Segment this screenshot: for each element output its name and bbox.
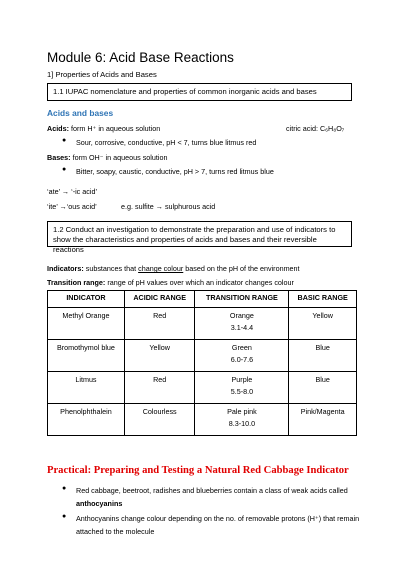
table-row [48, 404, 357, 436]
basic-cell: Blue [289, 340, 357, 372]
acids-bases-heading: Acids and bases [47, 108, 114, 118]
practical-bullet-2-line-1: Anthocyanins change colour depending on the no. of removable protons (H⁺) that remain [76, 514, 360, 523]
indicator-cell: Litmus [48, 372, 125, 404]
indicators-desc-pre: substances that [85, 264, 137, 273]
bases-label: Bases: [47, 153, 71, 162]
table-header: BASIC RANGE [289, 291, 357, 308]
table-header: TRANSITION RANGE [195, 291, 289, 308]
citric-acid-note: citric acid: C₆H₈O₇ [286, 124, 345, 133]
bullet-icon: ● [62, 485, 67, 492]
practical-heading: Practical: Preparing and Testing a Natural Red Cabbage Indicator [47, 465, 349, 476]
practical-bullet-1-line-2: anthocyanins [76, 499, 123, 508]
transition-desc: range of pH values over which an indicator changes colour [107, 278, 294, 287]
transition-cell [195, 372, 289, 404]
transition-cell [195, 340, 289, 372]
table-row [48, 308, 357, 340]
bases-bullet: Bitter, soapy, caustic, conductive, pH > 7, turns red litmus blue [76, 167, 274, 176]
syllabus-box-1-1-text: 1.1 IUPAC nomenclature and properties of common inorganic acids and bases [53, 87, 317, 96]
bullet-icon: ● [62, 137, 67, 144]
bases-line [47, 153, 167, 162]
bases-desc: form OH⁻ in aqueous solution [72, 153, 168, 162]
indicator-table [47, 290, 357, 436]
naming-example: e.g. sulfite → sulphurous acid [121, 202, 216, 211]
acids-bullet: Sour, corrosive, conductive, pH < 7, turns blue litmus red [76, 138, 257, 147]
acidic-cell: Red [124, 308, 195, 340]
indicator-cell: Methyl Orange [48, 308, 125, 340]
transition-label: Transition range: [47, 278, 106, 287]
indicators-desc-post: based on the pH of the environment [185, 264, 300, 273]
transition-range: 3.1-4.4 [230, 323, 254, 332]
table-row [48, 372, 357, 404]
transition-range: 5.5-8.0 [230, 387, 254, 396]
acids-label: Acids: [47, 124, 69, 133]
table-header-row [48, 291, 357, 308]
acidic-cell: Red [124, 372, 195, 404]
indicator-cell: Phenolphthalein [48, 404, 125, 436]
syllabus-box-1-1 [47, 83, 352, 101]
acids-desc: form H⁺ in aqueous solution [70, 124, 161, 133]
transition-colour: Purple [231, 375, 253, 384]
transition-cell [195, 404, 289, 436]
basic-cell: Yellow [289, 308, 357, 340]
acids-line [47, 124, 160, 133]
naming-ite: ‘ite’ →‘ous acid’ [47, 202, 97, 211]
transition-range: 8.3-10.0 [228, 419, 256, 428]
section-title: 1] Properties of Acids and Bases [47, 70, 157, 79]
naming-ate: ‘ate’ → ‘-ic acid’ [47, 187, 98, 196]
indicator-cell: Bromothymol blue [48, 340, 125, 372]
indicators-desc-underlined: change colour [138, 264, 184, 273]
transition-colour: Pale pink [227, 407, 257, 416]
syllabus-box-1-2-text: 1.2 Conduct an investigation to demonstrate the preparation and use of indicators to show the characteristics and properties of acids and bases and their reversible reactions [53, 225, 336, 254]
bullet-icon: ● [62, 166, 67, 173]
table-row [48, 340, 357, 372]
basic-cell: Pink/Magenta [289, 404, 357, 436]
basic-cell: Blue [289, 372, 357, 404]
table-header: INDICATOR [48, 291, 125, 308]
transition-colour: Orange [229, 311, 254, 320]
transition-cell [195, 308, 289, 340]
table-header: ACIDIC RANGE [124, 291, 195, 308]
indicators-label: Indicators: [47, 264, 84, 273]
acidic-cell: Yellow [124, 340, 195, 372]
syllabus-box-1-2 [47, 221, 352, 254]
practical-bullet-1-line-1: Red cabbage, beetroot, radishes and blueberries contain a class of weak acids called [76, 486, 348, 495]
acidic-cell: Colourless [124, 404, 195, 436]
transition-colour: Green [231, 343, 252, 352]
transition-line [47, 278, 294, 287]
indicators-line [47, 264, 300, 273]
transition-range: 6.0-7.6 [230, 355, 254, 364]
practical-bullet-2-line-2: attached to the molecule [76, 527, 155, 536]
bullet-icon: ● [62, 513, 67, 520]
module-title: Module 6: Acid Base Reactions [47, 50, 234, 65]
